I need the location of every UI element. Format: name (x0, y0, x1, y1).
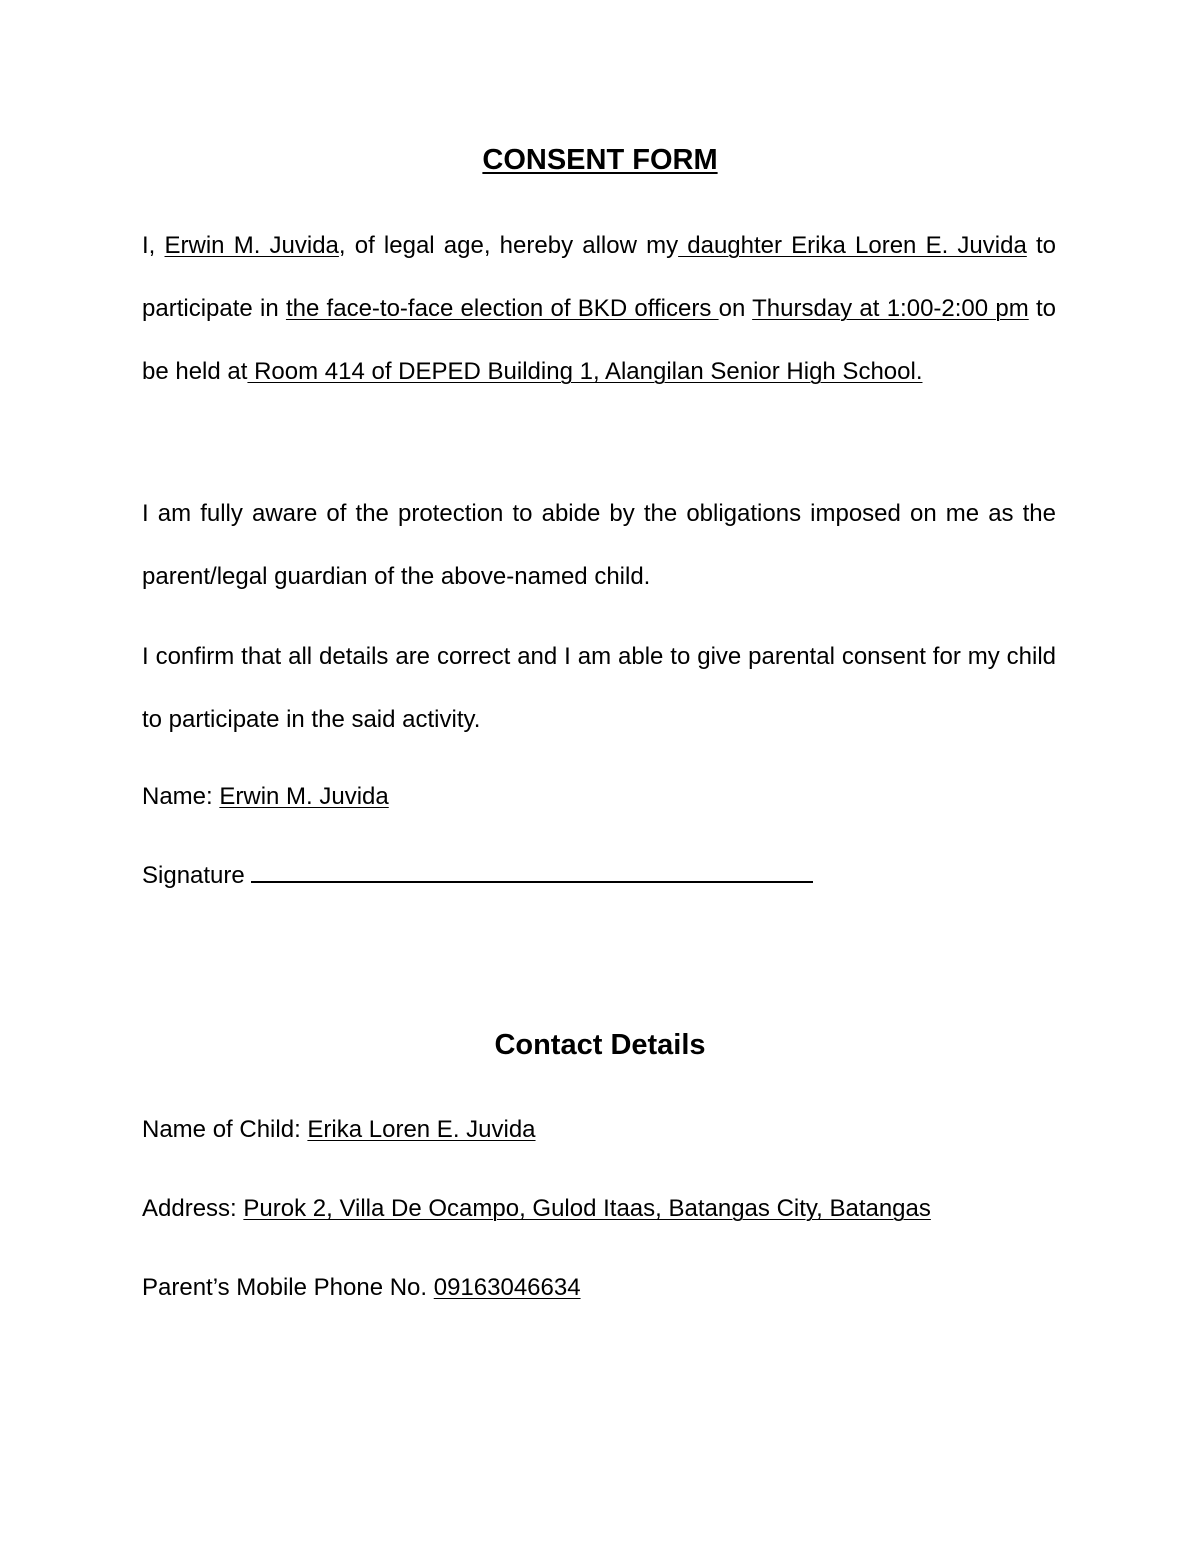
confirmation-paragraph: I confirm that all details are correct and I am able to give parental consent for my child to participate in the said activity. (142, 643, 1056, 733)
phone-value: 09163046634 (433, 1274, 581, 1301)
form-title (0, 142, 1200, 178)
guardian-name: Erwin M. Juvida (164, 232, 339, 259)
activity-venue: Room 414 of DEPED Building 1, Alangilan Senior High School. (247, 358, 923, 385)
signature-field[interactable] (251, 863, 813, 883)
p1-text-4: on (718, 295, 753, 322)
child-name-label: Name of Child: (142, 1116, 308, 1143)
consent-paragraph (142, 214, 1056, 403)
address-label: Address: (142, 1195, 244, 1222)
activity-name: the face-to-face election of BKD officers (285, 295, 719, 322)
address-line (142, 1193, 931, 1225)
name-value: Erwin M. Juvida (219, 783, 389, 810)
signature-line (142, 860, 813, 892)
child-reference: daughter Erika Loren E. Juvida (678, 232, 1027, 259)
awareness-paragraph: I am fully aware of the protection to abide by the obligations imposed on me as the parent/legal guardian of the above-named child. (142, 500, 1056, 590)
contact-title: Contact Details (494, 1029, 706, 1061)
child-name-line (142, 1114, 536, 1146)
name-line (142, 781, 389, 813)
phone-line (142, 1272, 581, 1304)
p1-text-1: I, (142, 232, 165, 259)
activity-schedule: Thursday at 1:00-2:00 pm (752, 295, 1029, 322)
address-value: Purok 2, Villa De Ocampo, Gulod Itaas, Batangas City, Batangas (243, 1195, 931, 1222)
name-label: Name: (142, 783, 220, 810)
p1-text-2: , of legal age, hereby allow my (338, 232, 679, 259)
p1-text-3: to participate in (142, 232, 1056, 322)
form-title-text: CONSENT FORM (482, 144, 718, 176)
phone-label: Parent’s Mobile Phone No. (142, 1274, 434, 1301)
signature-label: Signature (142, 862, 245, 889)
child-name-value: Erika Loren E. Juvida (307, 1116, 536, 1143)
p1-text-5: to be held at (142, 295, 1056, 385)
